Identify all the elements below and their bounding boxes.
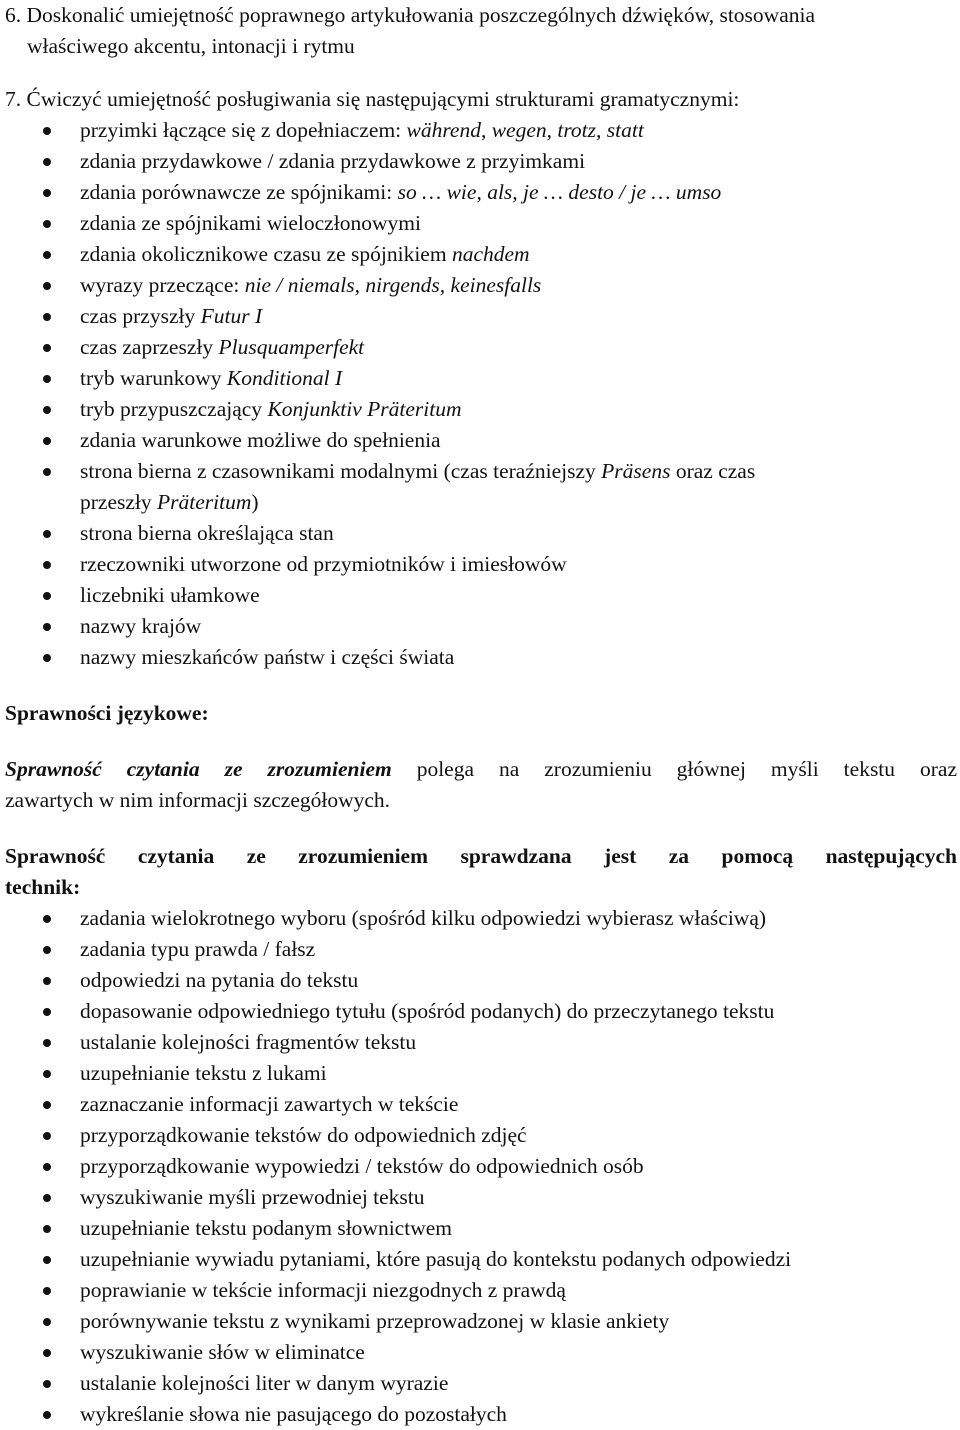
- bullet-icon: [43, 1225, 51, 1233]
- reading-techniques-list: [5, 903, 957, 1430]
- list-item-text: ustalanie kolejności fragmentów tekstu: [80, 1030, 417, 1054]
- list-item: czas zaprzeszły Plusquamperfekt: [5, 332, 957, 363]
- list-item-text: odpowiedzi na pytania do tekstu: [80, 968, 359, 992]
- bullet-icon: [43, 1101, 51, 1109]
- list-item: [5, 1306, 957, 1337]
- list-item: nazwy mieszkańców państw i części świata: [5, 642, 957, 673]
- list-item: [5, 1151, 957, 1182]
- bullet-icon: [43, 1287, 51, 1295]
- reading-techniques-heading: Sprawność czytania ze zrozumieniem sprawdzana jest za pomocą następujących: [5, 844, 957, 868]
- list-item: zdania okolicznikowe czasu ze spójnikiem nachdem: [5, 239, 957, 270]
- bullet-icon: [43, 1039, 51, 1047]
- bullet-icon: [43, 1380, 51, 1388]
- bullet-icon: [43, 468, 51, 476]
- bullet-icon: [43, 530, 51, 538]
- reading-definition-term: Sprawność czytania ze zrozumieniem: [5, 757, 392, 781]
- bullet-icon: [43, 623, 51, 631]
- bullet-icon: [43, 915, 51, 923]
- list-item-text: zadania typu prawda / fałsz: [80, 937, 316, 961]
- list-item: [5, 1213, 957, 1244]
- document-page: [5, 0, 957, 1430]
- bullet-icon: [43, 1411, 51, 1419]
- list-item-text: porównywanie tekstu z wynikami przeprowadzonej w klasie ankiety: [80, 1309, 670, 1333]
- list-item: [5, 1337, 957, 1368]
- bullet-icon: [43, 1132, 51, 1140]
- list-item: nazwy krajów: [5, 611, 957, 642]
- list-item: tryb warunkowy Konditional I: [5, 363, 957, 394]
- bullet-icon: [43, 654, 51, 662]
- list-item-text: uzupełnianie tekstu z lukami: [80, 1061, 327, 1085]
- bullet-icon: [43, 251, 51, 259]
- bullet-icon: [43, 375, 51, 383]
- list-item: tryb przypuszczający Konjunktiv Präteritum: [5, 394, 957, 425]
- bullet-icon: [43, 1194, 51, 1202]
- bullet-icon: [43, 127, 51, 135]
- bullet-icon: [43, 561, 51, 569]
- bullet-icon: [43, 313, 51, 321]
- skills-heading: Sprawności językowe:: [5, 701, 209, 725]
- item-7: [5, 84, 957, 673]
- list-item: zdania porównawcze ze spójnikami: so … wie, als, je … desto / je … umso: [5, 177, 957, 208]
- item-6-line-2: właściwego akcentu, intonacji i rytmu: [27, 34, 355, 58]
- bullet-icon: [43, 406, 51, 414]
- list-item: [5, 1275, 957, 1306]
- bullet-icon: [43, 977, 51, 985]
- list-item-text: wyszukiwanie słów w eliminatce: [80, 1340, 365, 1364]
- item-6: [5, 0, 957, 62]
- reading-definition-line-2: zawartych w nim informacji szczegółowych.: [5, 788, 391, 812]
- list-item-text: zadania wielokrotnego wyboru (spośród kilku odpowiedzi wybierasz właściwą): [80, 906, 767, 930]
- item-7-title: 7. Ćwiczyć umiejętność posługiwania się następującymi strukturami gramatycznymi:: [5, 87, 740, 111]
- list-item: strona bierna z czasownikami modalnymi (czas teraźniejszy Präsens oraz czas przeszły Präteritum): [5, 456, 957, 518]
- list-item: [5, 996, 957, 1027]
- list-item-text: wyszukiwanie myśli przewodniej tekstu: [80, 1185, 425, 1209]
- list-item-text: dopasowanie odpowiedniego tytułu (spośród podanych) do przeczytanego tekstu: [80, 999, 775, 1023]
- bullet-icon: [43, 158, 51, 166]
- list-item: zdania ze spójnikami wieloczłonowymi: [5, 208, 957, 239]
- list-item: [5, 1399, 957, 1430]
- reading-definition-text: polega na zrozumieniu głównej myśli tekstu oraz: [391, 757, 957, 781]
- list-item: wyrazy przeczące: nie / niemals, nirgends, keinesfalls: [5, 270, 957, 301]
- list-item: zdania warunkowe możliwe do spełnienia: [5, 425, 957, 456]
- reading-definition: [5, 754, 957, 816]
- bullet-icon: [43, 1070, 51, 1078]
- list-item: [5, 1182, 957, 1213]
- list-item-text: ustalanie kolejności liter w danym wyrazie: [80, 1371, 449, 1395]
- bullet-icon: [43, 946, 51, 954]
- list-item: [5, 934, 957, 965]
- list-item: przyimki łączące się z dopełniaczem: während, wegen, trotz, statt: [5, 115, 957, 146]
- list-item: [5, 1058, 957, 1089]
- list-item: czas przyszły Futur I: [5, 301, 957, 332]
- bullet-icon: [43, 1349, 51, 1357]
- bullet-icon: [43, 189, 51, 197]
- list-item-text: wykreślanie słowa nie pasującego do pozostałych: [80, 1402, 507, 1426]
- bullet-icon: [43, 592, 51, 600]
- list-item-text: przyporządkowanie wypowiedzi / tekstów do odpowiednich osób: [80, 1154, 644, 1178]
- list-item: rzeczowniki utworzone od przymiotników i imiesłowów: [5, 549, 957, 580]
- bullet-icon: [43, 344, 51, 352]
- list-item-text: uzupełnianie tekstu podanym słownictwem: [80, 1216, 452, 1240]
- list-item: [5, 1089, 957, 1120]
- list-item-text: poprawianie w tekście informacji niezgodnych z prawdą: [80, 1278, 566, 1302]
- bullet-icon: [43, 437, 51, 445]
- list-item: liczebniki ułamkowe: [5, 580, 957, 611]
- reading-techniques-heading-2: technik:: [5, 875, 81, 899]
- bullet-icon: [43, 282, 51, 290]
- grammar-structures-list: [5, 115, 957, 673]
- bullet-icon: [43, 1318, 51, 1326]
- list-item: strona bierna określająca stan: [5, 518, 957, 549]
- list-item: [5, 1027, 957, 1058]
- list-item-text: uzupełnianie wywiadu pytaniami, które pasują do kontekstu podanych odpowiedzi: [80, 1247, 792, 1271]
- list-item: [5, 965, 957, 996]
- bullet-icon: [43, 1008, 51, 1016]
- reading-techniques: [5, 841, 957, 1430]
- bullet-icon: [43, 1163, 51, 1171]
- list-item: [5, 903, 957, 934]
- list-item: zdania przydawkowe / zdania przydawkowe z przyimkami: [5, 146, 957, 177]
- list-item-text: przyporządkowanie tekstów do odpowiednich zdjęć: [80, 1123, 527, 1147]
- bullet-icon: [43, 220, 51, 228]
- list-item: [5, 1368, 957, 1399]
- list-item-text: zaznaczanie informacji zawartych w tekście: [80, 1092, 459, 1116]
- list-item: [5, 1244, 957, 1275]
- list-item: [5, 1120, 957, 1151]
- item-6-line-1: 6. Doskonalić umiejętność poprawnego artykułowania poszczególnych dźwięków, stosowania: [5, 3, 816, 27]
- bullet-icon: [43, 1256, 51, 1264]
